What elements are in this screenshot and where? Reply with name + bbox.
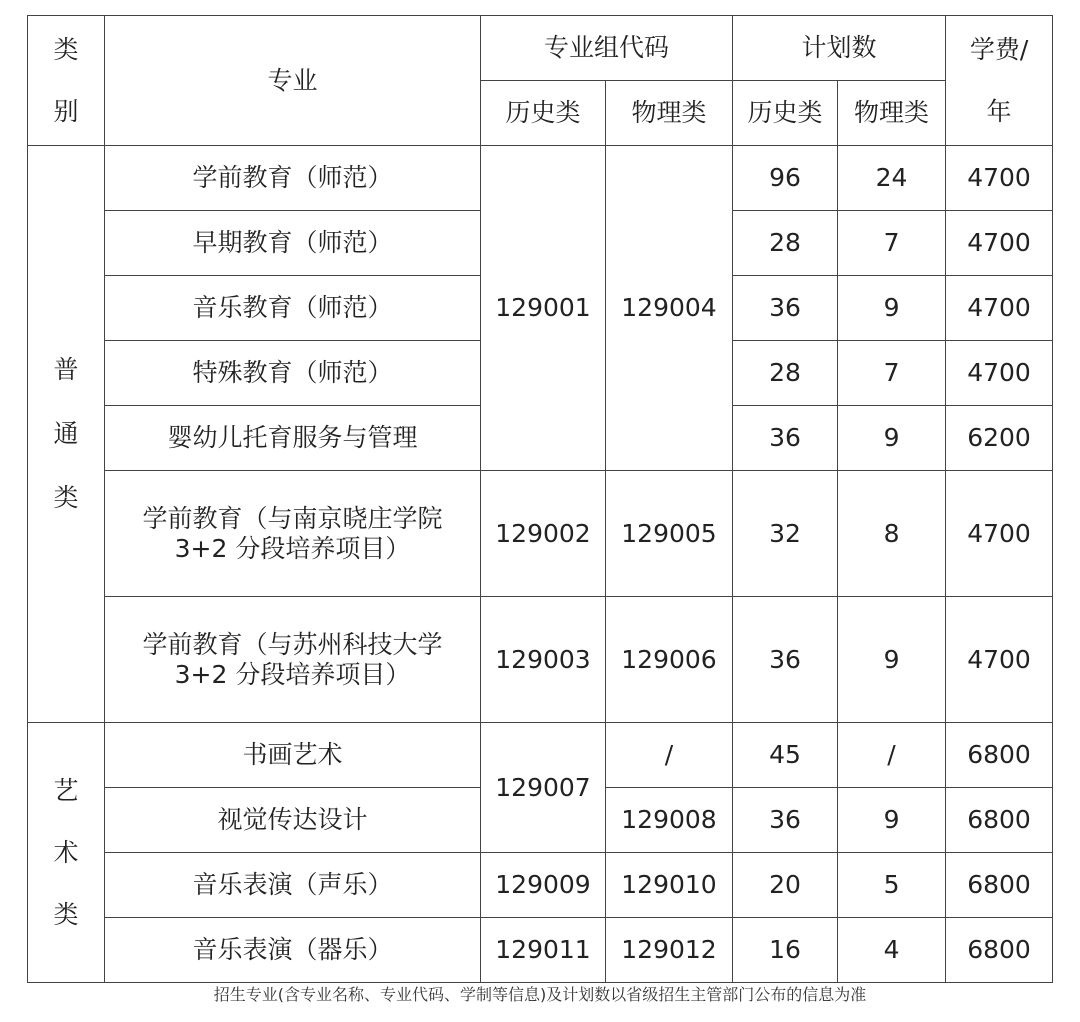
code-physics-cell: 129004 [606,146,733,471]
plan-history-cell: 20 [733,853,838,918]
plan-history-cell: 32 [733,471,838,597]
table-row [28,146,1053,211]
major-cell: 音乐教育（师范） [105,276,481,341]
fee-cell: 6800 [946,918,1053,983]
plan-history-cell: 16 [733,918,838,983]
plan-history-cell: 45 [733,723,838,788]
code-history-cell: 129001 [481,146,606,471]
table-row [28,471,1053,597]
plan-physics-cell: 9 [838,788,946,853]
fee-cell: 4700 [946,146,1053,211]
major-cell: 音乐表演（声乐） [105,853,481,918]
plan-physics-cell: 7 [838,211,946,276]
major-cell: 视觉传达设计 [105,788,481,853]
major-cell: 婴幼儿托育服务与管理 [105,406,481,471]
header-row-1 [28,16,1053,81]
header-category: 类别 [28,16,105,146]
plan-physics-cell: / [838,723,946,788]
fee-cell: 4700 [946,597,1053,723]
plan-history-cell: 36 [733,788,838,853]
header-plan-physics: 物理类 [838,81,946,146]
code-physics-cell: 129006 [606,597,733,723]
major-line: 学前教育（与苏州科技大学 [142,629,443,659]
major-cell: 特殊教育（师范） [105,341,481,406]
plan-physics-cell: 9 [838,406,946,471]
fee-cell: 4700 [946,211,1053,276]
code-history-cell: 129003 [481,597,606,723]
major-cell: 早期教育（师范） [105,211,481,276]
table-row [28,918,1053,983]
table-row [28,597,1053,723]
category-general: 普通类 [28,146,105,723]
code-history-cell: 129007 [481,723,606,853]
plan-history-cell: 36 [733,406,838,471]
plan-history-cell: 28 [733,341,838,406]
fee-cell: 6800 [946,788,1053,853]
major-cell: 学前教育（师范） [105,146,481,211]
fee-cell: 4700 [946,471,1053,597]
fee-cell: 6200 [946,406,1053,471]
header-code-physics: 物理类 [606,81,733,146]
table-row [28,723,1053,788]
footnote: 招生专业(含专业名称、专业代码、学制等信息)及计划数以省级招生主管部门公布的信息为准 [213,985,867,1004]
code-physics-cell: 129005 [606,471,733,597]
major-cell: 书画艺术 [105,723,481,788]
header-major: 专业 [105,16,481,146]
plan-history-cell: 96 [733,146,838,211]
plan-physics-cell: 9 [838,276,946,341]
category-art: 艺术类 [28,723,105,983]
plan-physics-cell: 24 [838,146,946,211]
major-line: 学前教育（与南京晓庄学院 [142,503,443,533]
fee-cell: 4700 [946,276,1053,341]
header-code-history: 历史类 [481,81,606,146]
plan-physics-cell: 8 [838,471,946,597]
header-plan-history: 历史类 [733,81,838,146]
code-physics-cell: 129010 [606,853,733,918]
plan-physics-cell: 9 [838,597,946,723]
major-line: 3+2 分段培养项目） [174,533,411,563]
header-fee: 学费/年 [946,16,1053,146]
code-physics-cell: 129012 [606,918,733,983]
plan-history-cell: 36 [733,276,838,341]
fee-cell: 6800 [946,723,1053,788]
major-cell [105,597,481,723]
header-plan: 计划数 [733,16,946,81]
plan-physics-cell: 7 [838,341,946,406]
header-group-code: 专业组代码 [481,16,733,81]
code-history-cell: 129009 [481,853,606,918]
table-row [28,853,1053,918]
plan-physics-cell: 4 [838,918,946,983]
fee-cell: 4700 [946,341,1053,406]
major-line: 3+2 分段培养项目） [174,659,411,689]
major-cell [105,471,481,597]
plan-history-cell: 28 [733,211,838,276]
enrollment-plan-table [27,15,1053,983]
plan-history-cell: 36 [733,597,838,723]
code-physics-cell: / [606,723,733,788]
code-physics-cell: 129008 [606,788,733,853]
code-history-cell: 129011 [481,918,606,983]
major-cell: 音乐表演（器乐） [105,918,481,983]
fee-cell: 6800 [946,853,1053,918]
code-history-cell: 129002 [481,471,606,597]
plan-physics-cell: 5 [838,853,946,918]
